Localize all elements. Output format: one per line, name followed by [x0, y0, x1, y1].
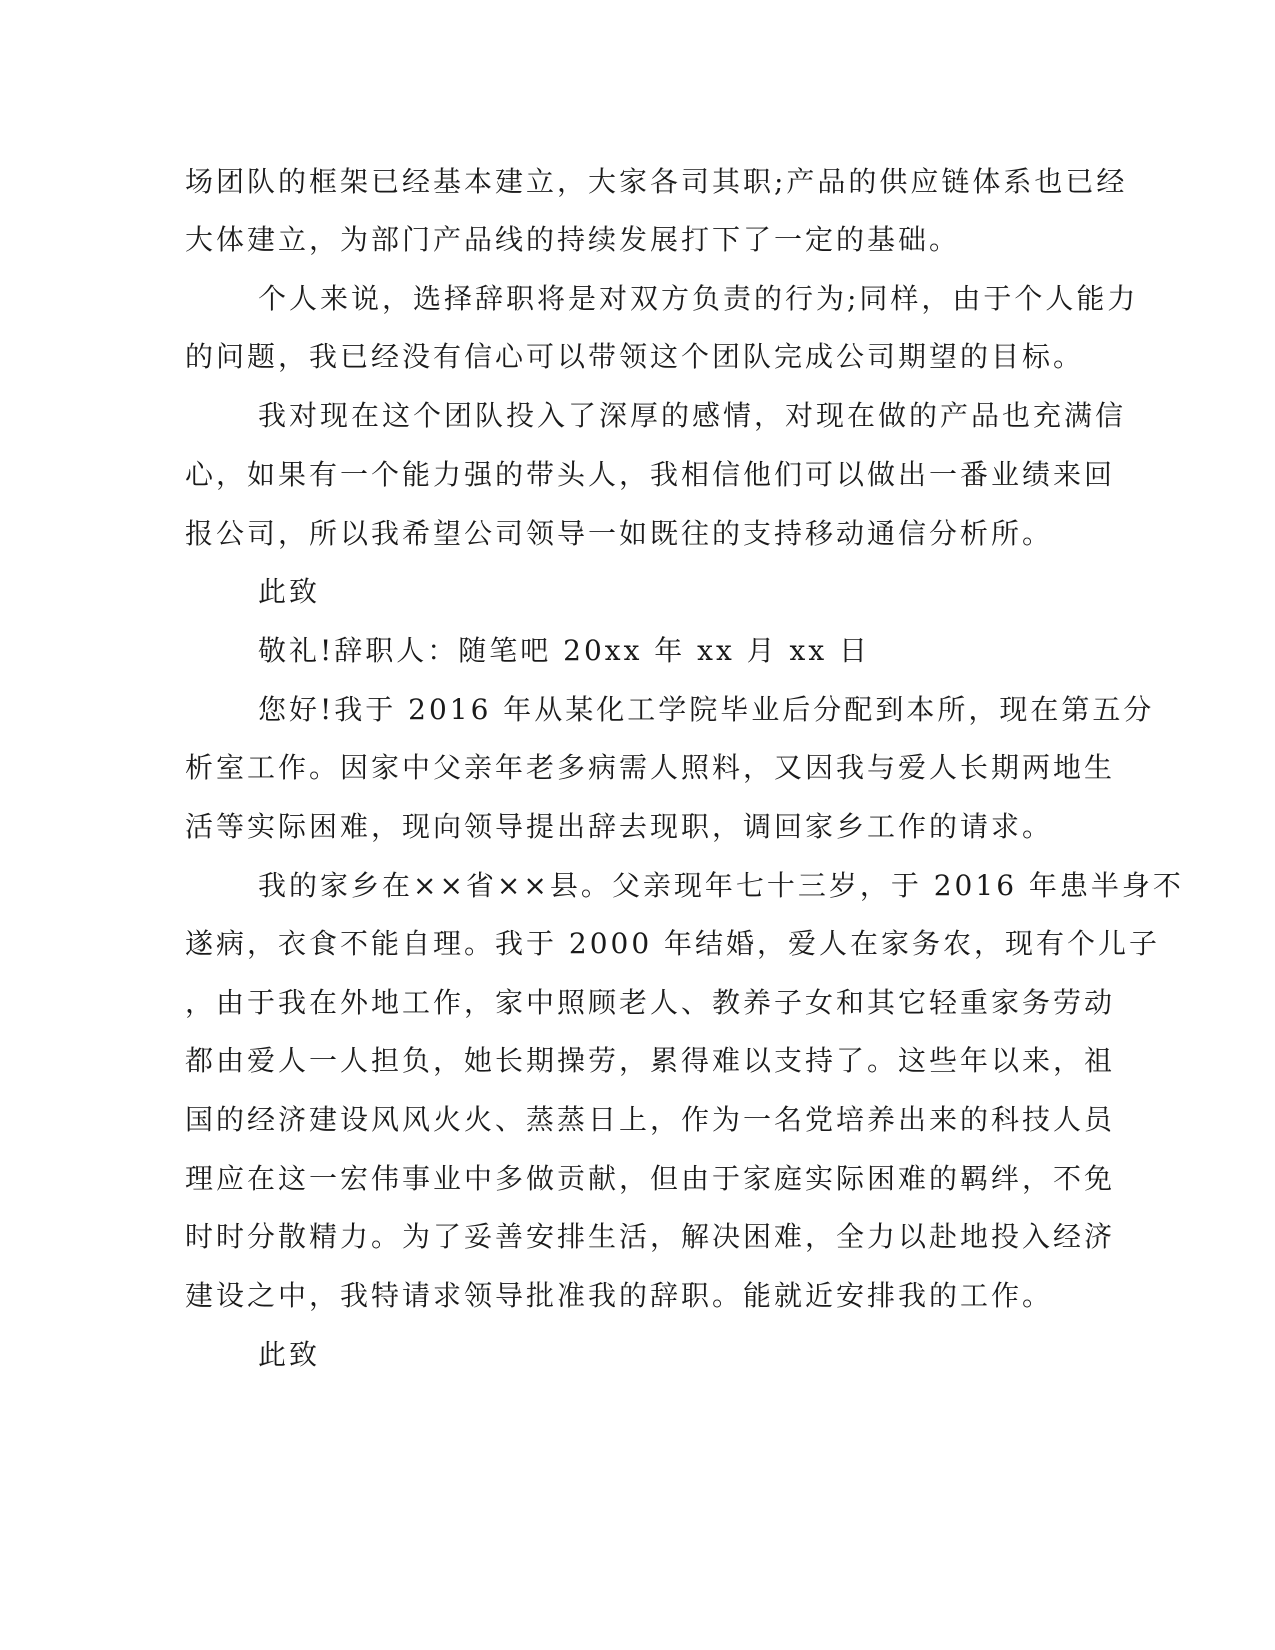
text-line: 遂病，衣食不能自理。我于 2000 年结婚，爱人在家务农，现有个儿子: [185, 927, 1161, 960]
text-line: ，由于我在外地工作，家中照顾老人、教养子女和其它轻重家务劳动: [185, 986, 1116, 1019]
text-line: 敬礼!辞职人：随笔吧 20xx 年 xx 月 xx 日: [258, 634, 871, 667]
text-line: 活等实际困难，现向领导提出辞去现职，调回家乡工作的请求。: [185, 810, 1054, 843]
text-line: 大体建立，为部门产品线的持续发展打下了一定的基础。: [185, 223, 961, 256]
text-line: 您好!我于 2016 年从某化工学院毕业后分配到本所，现在第五分: [258, 693, 1155, 726]
text-line: 理应在这一宏伟事业中多做贡献，但由于家庭实际困难的羁绊，不免: [185, 1162, 1116, 1195]
text-line: 报公司，所以我希望公司领导一如既往的支持移动通信分析所。: [185, 517, 1054, 550]
text-line: 我的家乡在××省××县。父亲现年七十三岁，于 2016 年患半身不: [258, 869, 1184, 902]
text-line: 国的经济建设风风火火、蒸蒸日上，作为一名党培养出来的科技人员: [185, 1103, 1116, 1136]
text-line: 此致: [258, 575, 321, 608]
text-line: 建设之中，我特请求领导批准我的辞职。能就近安排我的工作。: [185, 1279, 1054, 1312]
text-line: 析室工作。因家中父亲年老多病需人照料，又因我与爱人长期两地生: [185, 751, 1116, 784]
text-line: 此致: [258, 1338, 321, 1371]
text-line: 我对现在这个团队投入了深厚的感情，对现在做的产品也充满信: [258, 399, 1127, 432]
text-line: 都由爱人一人担负，她长期操劳，累得难以支持了。这些年以来，祖: [185, 1044, 1116, 1077]
text-line: 个人来说，选择辞职将是对双方负责的行为;同样，由于个人能力: [258, 282, 1139, 315]
text-line: 的问题，我已经没有信心可以带领这个团队完成公司期望的目标。: [185, 340, 1085, 373]
text-line: 时时分散精力。为了妥善安排生活，解决困难，全力以赴地投入经济: [185, 1220, 1116, 1253]
text-line: 场团队的框架已经基本建立，大家各司其职;产品的供应链体系也已经: [185, 165, 1128, 198]
text-line: 心，如果有一个能力强的带头人，我相信他们可以做出一番业绩来回: [185, 458, 1116, 491]
